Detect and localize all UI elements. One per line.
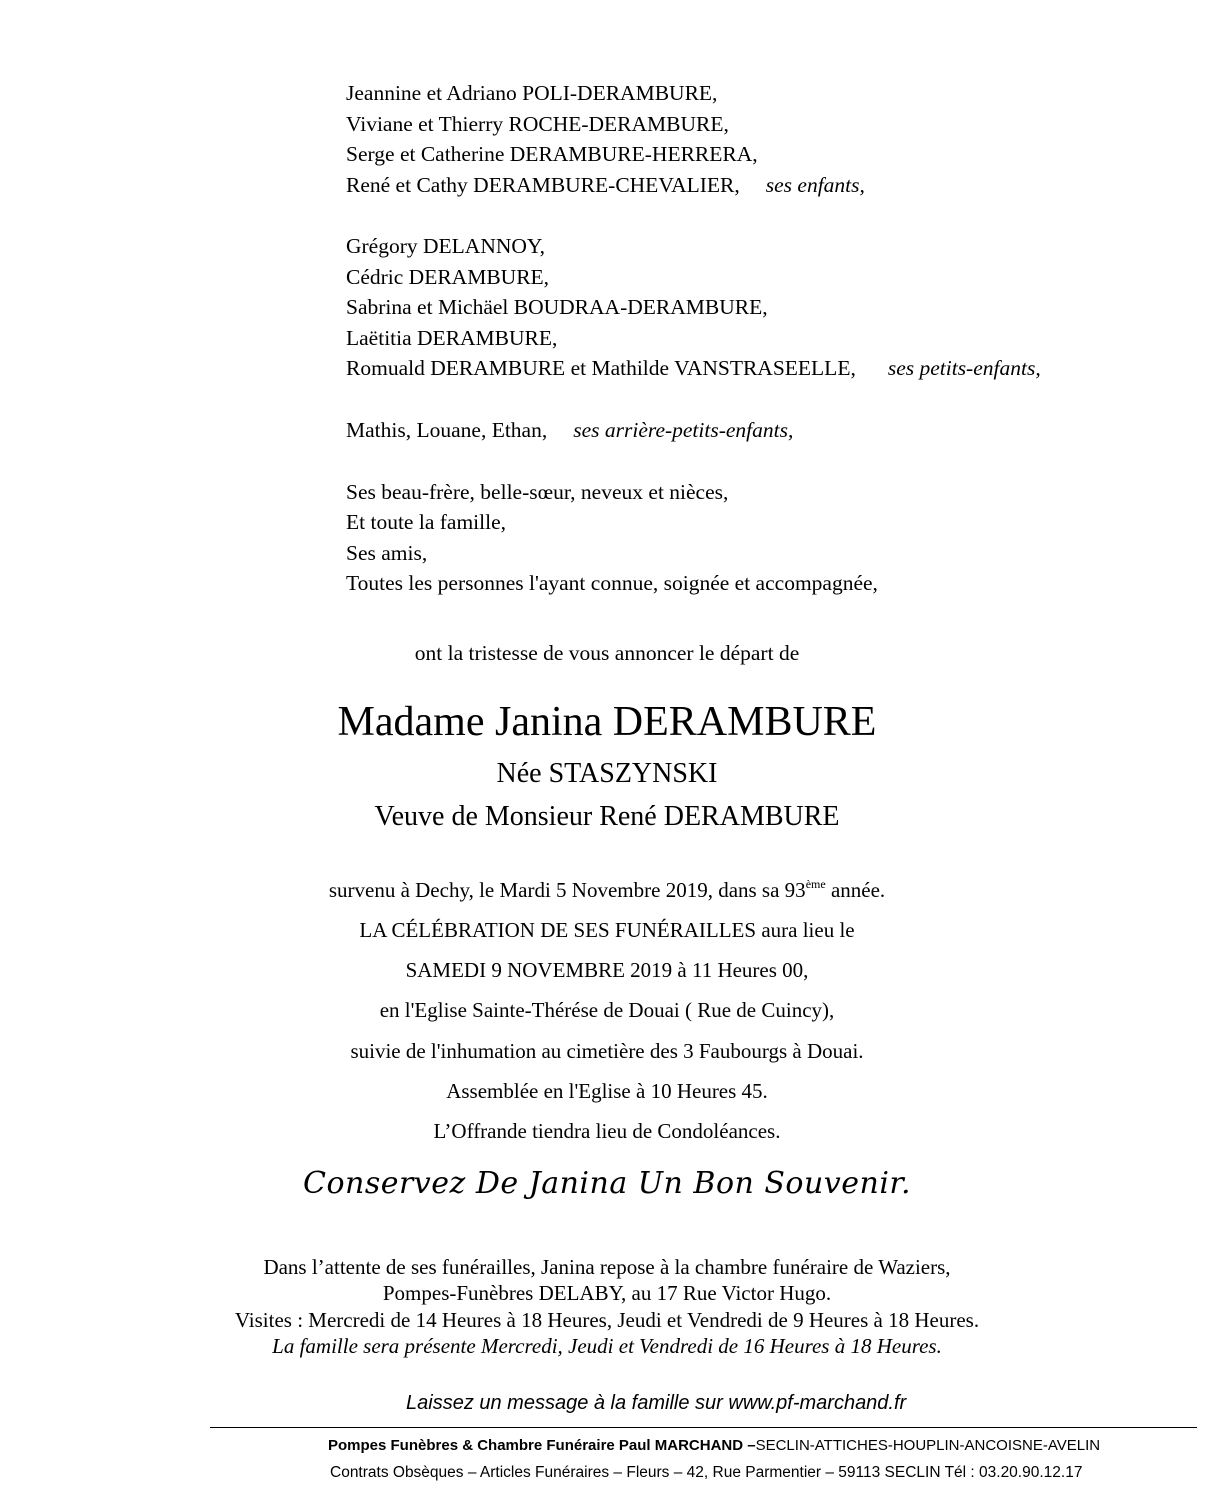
family-line: Ses amis, (346, 541, 428, 565)
death-details (0, 877, 1214, 903)
family-name: René et Cathy DERAMBURE-CHEVALIER, (346, 173, 740, 197)
death-text-end: année. (825, 878, 886, 902)
family-line: Serge et Catherine DERAMBURE-HERRERA, (346, 142, 758, 166)
death-text: survenu à Dechy, le Mardi 5 Novembre 2019, dans sa 93 (328, 878, 806, 902)
celebration-text: aura lieu le (756, 918, 855, 942)
announcement: ont la tristesse de vous annoncer le départ de (414, 641, 800, 665)
funeral-date: SAMEDI 9 NOVEMBRE 2019 à 11 Heures 00, (405, 958, 809, 982)
relation-label: ses enfants, (765, 173, 865, 197)
family-line: Sabrina et Michäel BOUDRAA-DERAMBURE, (346, 295, 768, 319)
footer-company (328, 1436, 1100, 1456)
widow-line: Veuve de Monsieur René DERAMBURE (374, 801, 840, 832)
company-towns: SECLIN-ATTICHES-HOUPLIN-ANCOISNE-AVELIN (755, 1437, 1101, 1454)
family-line (346, 172, 865, 198)
ordinal-suffix: ème (805, 877, 826, 891)
website-message: Laissez un message à la famille sur www.pf-marchand.fr (406, 1392, 907, 1414)
footer-divider (210, 1427, 1197, 1428)
celebration-line (0, 917, 1214, 943)
family-line: Cédric DERAMBURE, (346, 265, 550, 289)
family-presence: La famille sera présente Mercredi, Jeudi et Vendredi de 16 Heures à 18 Heures. (272, 1334, 942, 1358)
family-line: Grégory DELANNOY, (346, 234, 546, 258)
church-location: en l'Eglise Sainte-Thérése de Douai ( Rue de Cuincy), (379, 998, 835, 1022)
family-name: Romuald DERAMBURE et Mathilde VANSTRASEELLE, (346, 356, 856, 380)
family-line: Laëtitia DERAMBURE, (346, 326, 558, 350)
visit-info: Dans l’attente de ses funérailles, Janina repose à la chambre funéraire de Waziers, (263, 1255, 951, 1279)
maiden-name: Née STASZYNSKI (496, 758, 718, 789)
deceased-name: Madame Janina DERAMBURE (337, 699, 877, 745)
family-line: Viviane et Thierry ROCHE-DERAMBURE, (346, 112, 729, 136)
visit-info: Pompes-Funèbres DELABY, au 17 Rue Victor Hugo. (382, 1281, 832, 1305)
relation-label: ses arrière-petits-enfants, (573, 418, 794, 442)
footer-contact: Contrats Obsèques – Articles Funéraires – Fleurs – 42, Rue Parmentier – 59113 SECLIN Tél : 03.20.90.12.17 (330, 1464, 1083, 1481)
family-line: Ses beau-frère, belle-sœur, neveux et nièces, (346, 480, 729, 504)
relation-label: ses petits-enfants, (887, 356, 1041, 380)
family-name: Mathis, Louane, Ethan, (346, 418, 548, 442)
family-line (346, 417, 793, 443)
offering-note: L’Offrande tiendra lieu de Condoléances. (433, 1119, 781, 1143)
family-line: Toutes les personnes l'ayant connue, soignée et accompagnée, (346, 571, 878, 595)
celebration-heading: LA CÉLÉBRATION DE SES FUNÉRAILLES (359, 918, 757, 942)
souvenir-line: Conservez De Janina Un Bon Souvenir. (302, 1166, 912, 1201)
family-line (346, 355, 1041, 381)
family-line: Jeannine et Adriano POLI-DERAMBURE, (346, 81, 718, 105)
family-line: Et toute la famille, (346, 510, 507, 534)
company-name: Pompes Funèbres & Chambre Funéraire Paul MARCHAND – (328, 1437, 756, 1454)
visit-hours: Visites : Mercredi de 14 Heures à 18 Heures, Jeudi et Vendredi de 9 Heures à 18 Heures. (234, 1308, 980, 1332)
assembly-time: Assemblée en l'Eglise à 10 Heures 45. (446, 1079, 768, 1103)
burial-location: suivie de l'inhumation au cimetière des 3 Faubourgs à Douai. (350, 1039, 864, 1063)
